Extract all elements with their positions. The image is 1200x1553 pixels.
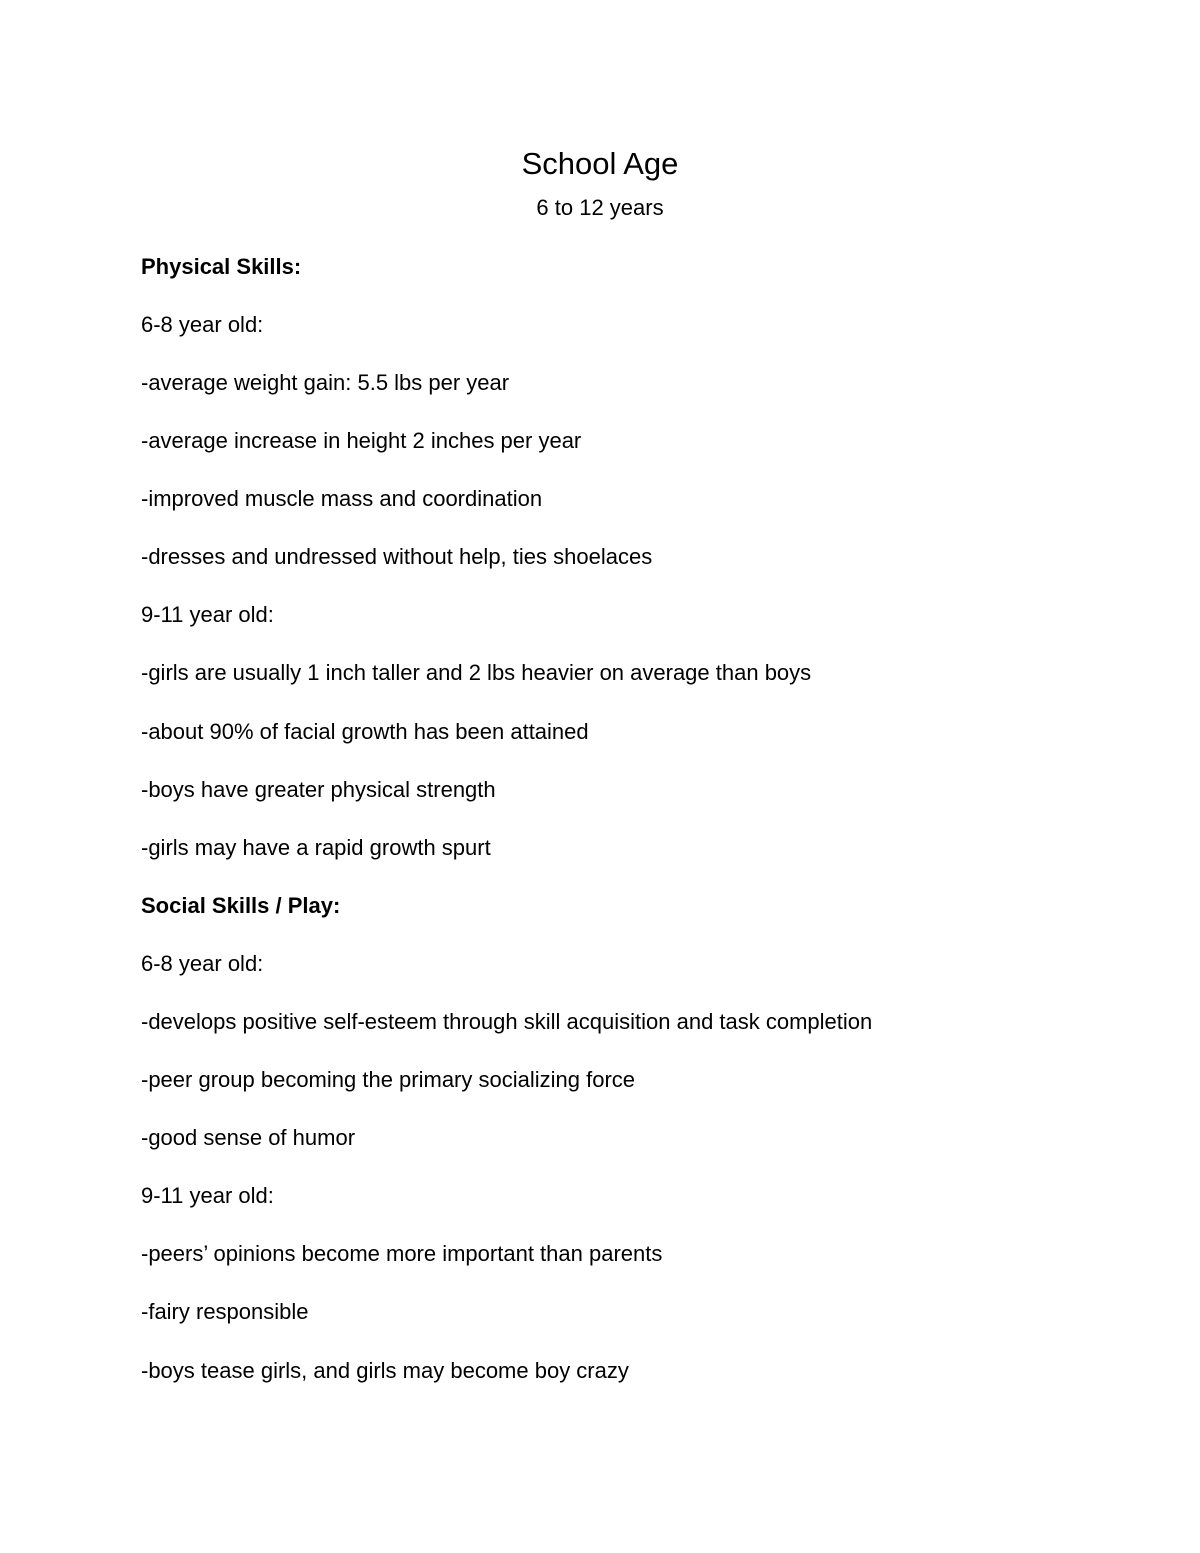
physical-group2-label: 9-11 year old: xyxy=(141,602,274,627)
list-item: -average increase in height 2 inches per year xyxy=(141,428,582,453)
list-item: -average weight gain: 5.5 lbs per year xyxy=(141,370,510,395)
list-item: -improved muscle mass and coordination xyxy=(141,486,543,511)
page-title: School Age xyxy=(521,146,679,181)
list-item: -good sense of humor xyxy=(141,1125,356,1150)
physical-group1-label: 6-8 year old: xyxy=(141,312,264,337)
physical-skills-heading: Physical Skills: xyxy=(141,254,302,279)
list-item: -fairy responsible xyxy=(141,1299,309,1324)
list-item: -dresses and undressed without help, ties shoelaces xyxy=(141,544,653,569)
social-group2-label: 9-11 year old: xyxy=(141,1183,274,1208)
social-group1-label: 6-8 year old: xyxy=(141,951,264,976)
list-item: -develops positive self-esteem through skill acquisition and task completion xyxy=(141,1009,873,1034)
list-item: -about 90% of facial growth has been attained xyxy=(141,719,589,744)
list-item: -girls may have a rapid growth spurt xyxy=(141,835,491,860)
list-item: -girls are usually 1 inch taller and 2 lbs heavier on average than boys xyxy=(141,660,812,685)
list-item: -peer group becoming the primary socializing force xyxy=(141,1067,636,1092)
list-item: -peers’ opinions become more important than parents xyxy=(141,1241,663,1266)
list-item: -boys tease girls, and girls may become boy crazy xyxy=(141,1358,629,1383)
list-item: -boys have greater physical strength xyxy=(141,777,496,802)
social-skills-heading: Social Skills / Play: xyxy=(141,893,341,918)
page-subtitle: 6 to 12 years xyxy=(536,195,664,220)
